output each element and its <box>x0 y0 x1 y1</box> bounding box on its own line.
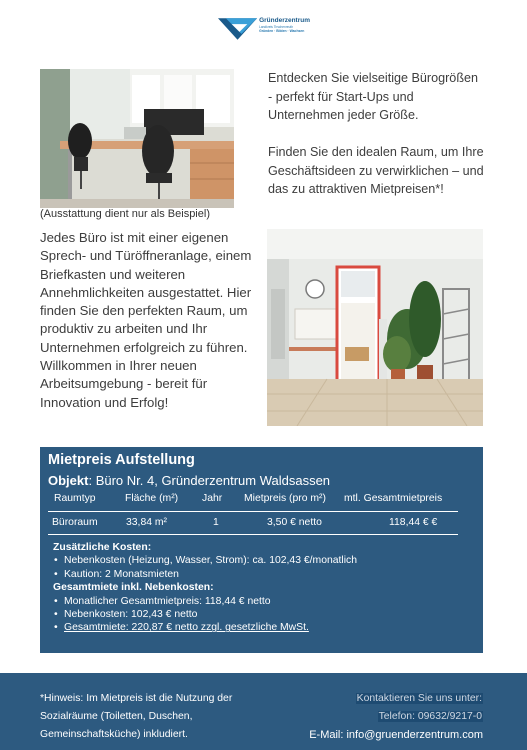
extra-costs-list <box>53 554 357 581</box>
rent-title: Mietpreis Aufstellung <box>48 452 195 468</box>
cost-details <box>53 541 357 635</box>
table-cell: 1 <box>213 517 219 528</box>
column-header: Jahr <box>202 493 223 504</box>
column-header: Raumtyp <box>54 493 96 504</box>
logo-text <box>259 16 310 33</box>
logo-triangle-icon <box>218 16 257 40</box>
office-description: Jedes Büro ist mit einer eigenen Sprech- und Türöffneranlage, einem Briefkasten und weiteren Annehmlichkeiten ausgestattet. Hier finden Sie den perfekten Raum, um produktiv zu arbeiten und Ihr Unternehmen erfolgreich zu führen. Willkommen in Ihrer neuen Arbeitsumgebung - bereit für Innovation und Erfolg! <box>40 230 252 410</box>
intro-text <box>268 69 484 218</box>
footer-note: *Hinweis: Im Mietpreis ist die Nutzung der Sozialräume (Toiletten, Duschen, Gemeinschaftsküche) inkludiert. <box>40 693 233 740</box>
office-desk-photo <box>40 69 234 208</box>
table-cell: Büroraum <box>52 517 98 528</box>
intro-paragraph: Entdecken Sie vielseitige Bürogrößen - perfekt für Start-Ups und Unternehmen jeder Größe. <box>268 71 479 123</box>
photo-caption: (Ausstattung dient nur als Beispiel) <box>40 208 210 220</box>
table-divider <box>48 511 458 512</box>
object-line <box>48 473 330 488</box>
column-header: Fläche (m²) <box>125 493 179 504</box>
list-item: • Nebenkosten: 102,43 € netto <box>53 608 357 621</box>
contact-label: Kontaktieren Sie uns unter: <box>356 693 482 704</box>
logo-tagline: Gründen · Bilden · Wachsen <box>259 28 305 33</box>
column-header: Mietpreis (pro m²) <box>244 493 326 504</box>
table-cell: 118,44 € € <box>389 517 438 528</box>
rent-table-header <box>40 493 483 509</box>
column-header: mtl. Gesamtmietpreis <box>344 493 443 504</box>
footer <box>0 673 527 750</box>
room-photo <box>267 229 483 426</box>
list-item: • Monatlicher Gesamtmietpreis: 118,44 € netto <box>53 595 357 608</box>
logo-subtitle: Landkreis Tirschenreuth <box>259 24 294 29</box>
object-label: Objekt <box>48 473 89 488</box>
logo <box>218 16 310 42</box>
object-value: : Büro Nr. 4, Gründerzentrum Waldsassen <box>88 473 331 488</box>
logo-name: Gründerzentrum <box>259 17 310 24</box>
list-item: • Nebenkosten (Heizung, Wasser, Strom): ca. 102,43 €/monatlich <box>53 554 357 567</box>
contact-email[interactable]: E-Mail: info@gruenderzentrum.com <box>309 729 483 741</box>
intro-paragraph: Finden Sie den idealen Raum, um Ihre Geschäftsideen zu verwirklichen – und das zu attraktiven Mietpreisen*! <box>268 145 484 197</box>
list-item: • Kaution: 2 Monatsmieten <box>53 568 357 581</box>
table-row <box>40 517 483 533</box>
footer-contact <box>309 690 483 744</box>
total-rent-item: • Gesamtmiete: 220,87 € netto zzgl. gesetzliche MwSt. <box>53 621 357 634</box>
total-heading: Gesamtmiete inkl. Nebenkosten: <box>53 582 214 594</box>
table-divider <box>48 534 458 535</box>
contact-phone[interactable]: Telefon: 09632/9217-0 <box>378 711 482 722</box>
table-cell: 3,50 € netto <box>267 517 322 528</box>
extra-costs-heading: Zusätzliche Kosten: <box>53 542 152 553</box>
total-list <box>53 595 357 635</box>
rent-overview-panel <box>40 447 483 653</box>
table-cell: 33,84 m² <box>126 517 168 528</box>
